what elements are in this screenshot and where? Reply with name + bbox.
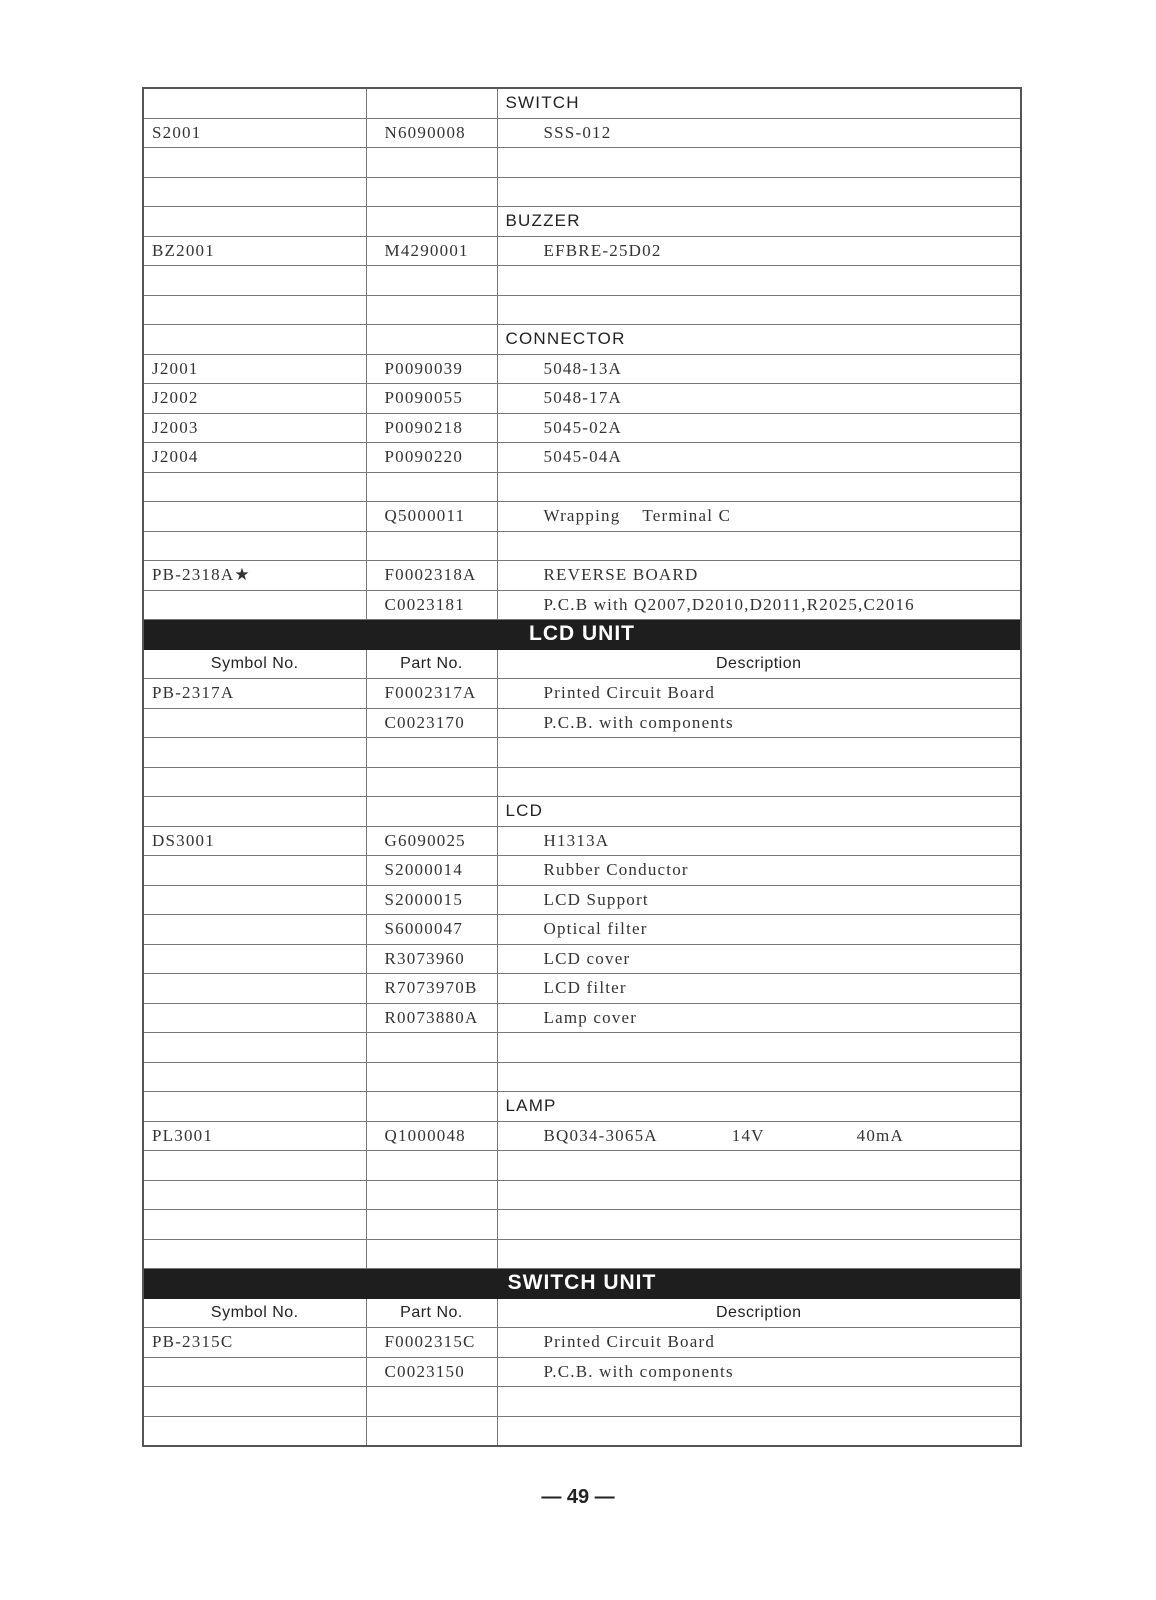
parts-table (142, 87, 1022, 1447)
table-row (143, 148, 1021, 178)
part-cell: M4290001 (366, 236, 497, 266)
lamp-voltage: 14V (731, 1125, 765, 1145)
desc-cell: LCD Support (497, 885, 1021, 915)
desc-cell (497, 1121, 1021, 1151)
desc-cell: P.C.B. with components (497, 708, 1021, 738)
part-cell: R0073880A (366, 1003, 497, 1033)
table-row (143, 1328, 1021, 1358)
table-row (143, 1210, 1021, 1240)
desc-cell: Lamp cover (497, 1003, 1021, 1033)
symbol-cell (143, 856, 366, 886)
table-row (143, 1121, 1021, 1151)
part-cell: R7073970B (366, 974, 497, 1004)
lamp-current: 40mA (856, 1125, 904, 1145)
table-row (143, 1416, 1021, 1446)
symbol-cell (143, 885, 366, 915)
table-row (143, 1180, 1021, 1210)
table-row (143, 590, 1021, 620)
desc-cell: REVERSE BOARD (497, 561, 1021, 591)
table-row (143, 354, 1021, 384)
table-row (143, 88, 1021, 118)
table-row (143, 1033, 1021, 1063)
table-row (143, 1151, 1021, 1181)
symbol-cell (143, 944, 366, 974)
section-header-connector: CONNECTOR (497, 325, 1021, 355)
table-row (143, 325, 1021, 355)
table-row (143, 856, 1021, 886)
table-row (143, 236, 1021, 266)
table-row (143, 295, 1021, 325)
section-header-lamp: LAMP (497, 1092, 1021, 1122)
desc-cell: EFBRE-25D02 (497, 236, 1021, 266)
symbol-cell: J2004 (143, 443, 366, 473)
table-row (143, 384, 1021, 414)
column-header-symbol: Symbol No. (143, 1298, 366, 1328)
section-header-lcd: LCD (497, 797, 1021, 827)
column-header-description: Description (497, 1298, 1021, 1328)
table-row (143, 974, 1021, 1004)
part-cell: P0090039 (366, 354, 497, 384)
table-row (143, 915, 1021, 945)
table-row (143, 885, 1021, 915)
table-row (143, 1092, 1021, 1122)
part-cell: S2000014 (366, 856, 497, 886)
section-banner-lcd-unit (143, 620, 1021, 650)
part-cell: C0023181 (366, 590, 497, 620)
part-cell: Q5000011 (366, 502, 497, 532)
table-row (143, 1003, 1021, 1033)
column-header-symbol: Symbol No. (143, 649, 366, 679)
desc-cell: Rubber Conductor (497, 856, 1021, 886)
table-row (143, 207, 1021, 237)
column-header-part: Part No. (366, 649, 497, 679)
symbol-cell: PB-2318A★ (143, 561, 366, 591)
parts-list-sheet (142, 87, 1020, 1447)
table-row (143, 1239, 1021, 1269)
desc-cell: 5045-02A (497, 413, 1021, 443)
column-header-part: Part No. (366, 1298, 497, 1328)
symbol-cell (143, 974, 366, 1004)
symbol-cell: BZ2001 (143, 236, 366, 266)
column-header-row (143, 1298, 1021, 1328)
table-row (143, 767, 1021, 797)
table-row (143, 413, 1021, 443)
table-row (143, 118, 1021, 148)
symbol-cell: PB-2317A (143, 679, 366, 709)
desc-cell: LCD filter (497, 974, 1021, 1004)
part-cell: S6000047 (366, 915, 497, 945)
table-row (143, 944, 1021, 974)
symbol-cell: J2003 (143, 413, 366, 443)
desc-cell (497, 502, 1021, 532)
table-row (143, 443, 1021, 473)
table-row (143, 708, 1021, 738)
part-cell: N6090008 (366, 118, 497, 148)
table-row (143, 1062, 1021, 1092)
column-header-description: Description (497, 649, 1021, 679)
desc-part-a: Wrapping (543, 506, 621, 526)
symbol-cell: S2001 (143, 118, 366, 148)
symbol-cell: J2002 (143, 384, 366, 414)
section-title: LCD UNIT (143, 620, 1021, 650)
symbol-cell: DS3001 (143, 826, 366, 856)
page-number: — 49 — (541, 1486, 615, 1508)
table-row (143, 561, 1021, 591)
table-row (143, 177, 1021, 207)
table-row (143, 738, 1021, 768)
table-row (143, 531, 1021, 561)
desc-cell: H1313A (497, 826, 1021, 856)
column-header-row (143, 649, 1021, 679)
desc-cell: P.C.B. with components (497, 1357, 1021, 1387)
table-row (143, 797, 1021, 827)
part-cell: S2000015 (366, 885, 497, 915)
part-cell: P0090220 (366, 443, 497, 473)
desc-cell: Optical filter (497, 915, 1021, 945)
part-cell: Q1000048 (366, 1121, 497, 1151)
symbol-cell: J2001 (143, 354, 366, 384)
symbol-cell (143, 1003, 366, 1033)
table-row (143, 502, 1021, 532)
table-row (143, 266, 1021, 296)
section-title: SWITCH UNIT (143, 1269, 1021, 1299)
part-cell: R3073960 (366, 944, 497, 974)
part-cell: P0090218 (366, 413, 497, 443)
desc-cell: P.C.B with Q2007,D2010,D2011,R2025,C2016 (497, 590, 1021, 620)
desc-cell: 5045-04A (497, 443, 1021, 473)
part-cell: F0002315C (366, 1328, 497, 1358)
part-cell: P0090055 (366, 384, 497, 414)
section-header-buzzer: BUZZER (497, 207, 1021, 237)
table-row (143, 1357, 1021, 1387)
table-row (143, 826, 1021, 856)
desc-cell: Printed Circuit Board (497, 1328, 1021, 1358)
part-cell: G6090025 (366, 826, 497, 856)
section-banner-switch-unit (143, 1269, 1021, 1299)
desc-cell: 5048-17A (497, 384, 1021, 414)
desc-cell: SSS-012 (497, 118, 1021, 148)
section-header-switch: SWITCH (497, 88, 1021, 118)
lamp-model: BQ034-3065A (543, 1125, 658, 1145)
table-row (143, 679, 1021, 709)
table-row (143, 1387, 1021, 1417)
symbol-cell: PB-2315C (143, 1328, 366, 1358)
part-cell: F0002318A (366, 561, 497, 591)
table-row (143, 472, 1021, 502)
desc-cell: 5048-13A (497, 354, 1021, 384)
part-cell: F0002317A (366, 679, 497, 709)
part-cell: C0023170 (366, 708, 497, 738)
symbol-cell (143, 915, 366, 945)
part-cell: C0023150 (366, 1357, 497, 1387)
desc-cell: LCD cover (497, 944, 1021, 974)
desc-cell: Printed Circuit Board (497, 679, 1021, 709)
desc-part-b: Terminal C (642, 506, 732, 526)
symbol-cell: PL3001 (143, 1121, 366, 1151)
